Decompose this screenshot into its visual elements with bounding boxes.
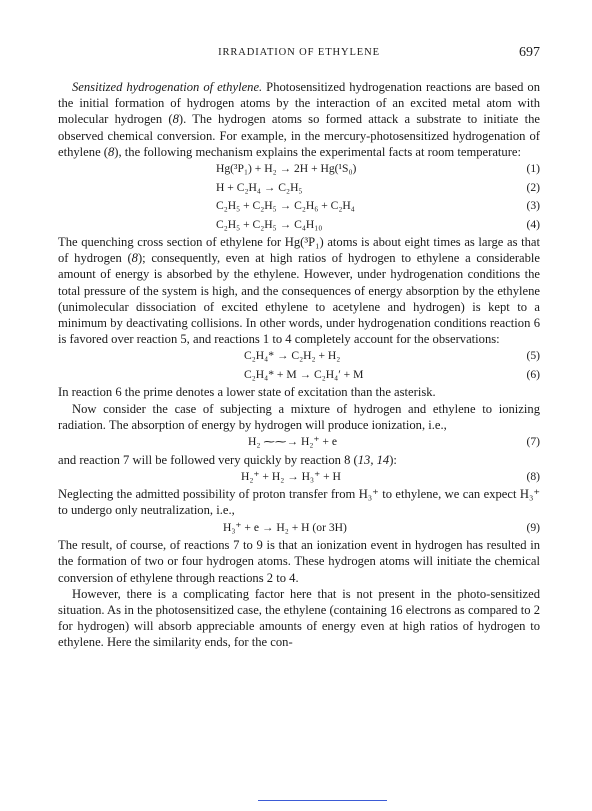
text-run: ), the following mechanism explains the experimental facts at room temperature: [114,144,522,159]
paragraph-complicating-factor: However, there is a complicating factor here that is not present in the photo-sensitized situation. As in the photosensitized case, the ethylene (containing 16 electrons as compared to 2 for hydrogen) will absorb appreciable amounts of energy even at high ratios of hydrogen to ethylene. Here the similarity ends, for the con- [58,586,540,650]
equation-1 [58,160,540,179]
text-run: ): [389,452,397,467]
equation-4 [58,216,540,235]
section-run-in-heading: Sensitized hydrogenation of ethylene. [72,80,263,94]
body-text [58,79,540,651]
text-run: Photosensitized hydrogenation reactions are based on the initial formation of hydrogen atoms by the interaction of an excited metal atom with molecular hydrogen ( [58,80,540,127]
equation-8 [58,468,540,487]
running-title: IRRADIATION OF ETHYLENE [218,47,380,58]
equation-3 [58,197,540,216]
running-header [58,47,540,65]
equation-number: (2) [526,180,540,194]
equation-6 [58,366,540,385]
footer-link-underline [258,800,387,801]
paragraph-reaction-8-intro [58,452,540,468]
paragraph-ionization-result: The result, of course, of reactions 7 to 9 is that an ionization event in hydrogen has resulted in the formation of two or four hydrogen atoms. These hydrogen atoms will initiate the chemical conversion of ethylene through reactions 2 to 4. [58,538,540,585]
equation-7 [58,433,540,452]
equation-number: (9) [526,520,540,534]
equation-number: (6) [526,367,540,381]
paragraph-ionizing-radiation: Now consider the case of subjecting a mixture of hydrogen and ethylene to ionizing radiation. The absorption of energy by hydrogen will produce ionization, i.e., [58,401,540,432]
equation-number: (1) [526,162,540,176]
equation-number: (5) [526,349,540,363]
text-run: ). The hydrogen atoms so formed attack a substrate to initiate the observed chemical conversion. For example, in the mercury-photosensitized hydrogenation of ethylene ( [58,112,540,159]
equation-5 [58,347,540,366]
text-run: The quenching cross section of ethylene for Hg(³P₁) atoms is about eight times as large as that of hydrogen ( [58,235,540,266]
paragraph-prime-note: In reaction 6 the prime denotes a lower state of excitation than the asterisk. [58,385,436,400]
equation-expression: C₂H₅ + C₂H₅ → C₄H₁₀ [216,217,323,231]
paragraph-quenching [58,234,540,347]
equation-number: (4) [526,217,540,231]
citation-ref: 8 [172,112,179,127]
equation-expression: H₂ ⁓⁓→ H₂⁺ + e [248,435,338,449]
equation-2 [58,179,540,198]
equation-9 [58,519,540,538]
equation-expression: Hg(³P₁) + H₂ → 2H + Hg(¹S₀) [216,162,357,176]
paragraph-sensitized-hydrogenation [58,79,540,160]
paragraph-proton-transfer: Neglecting the admitted possibility of proton transfer from H₃⁺ to ethylene, we can expect H₃⁺ to undergo only neutralization, i.e., [58,487,540,518]
citation-ref: 13, 14 [357,452,390,467]
equation-number: (7) [526,435,540,449]
page-number: 697 [519,45,540,60]
equation-expression: C₂H₅ + C₂H₅ → C₂H₆ + C₂H₄ [216,199,355,213]
text-run: ); consequently, even at high ratios of hydrogen to ethylene a considerable amount of energy is absorbed by the ethylene. However, under hydrogenation conditions the total pressure of the system is high, and the consequences of energy absorption by the ethylene (unimolecular dissociation of excited ethylene to acetylene and hydrogen) is kept to a minimum by deactivating collisions. In other words, under hydrogenation conditions reaction 6 is favored over reaction 5, and reactions 1 to 4 completely account for the observations: [58,251,540,347]
equation-number: (3) [526,199,540,213]
citation-ref: 8 [108,144,115,159]
equation-expression: C₂H₄* + M → C₂H₄′ + M [244,367,364,381]
equation-expression: H₃⁺ + e → H₂ + H (or 3H) [223,520,347,534]
equation-expression: H + C₂H₄ → C₂H₅ [216,180,303,194]
citation-ref: 8 [131,251,138,266]
equation-expression: C₂H₄* → C₂H₂ + H₂ [244,349,341,363]
equation-expression: H₂⁺ + H₂ → H₃⁺ + H [241,469,341,483]
equation-number: (8) [526,469,540,483]
text-run: and reaction 7 will be followed very quickly by reaction 8 ( [58,452,358,467]
